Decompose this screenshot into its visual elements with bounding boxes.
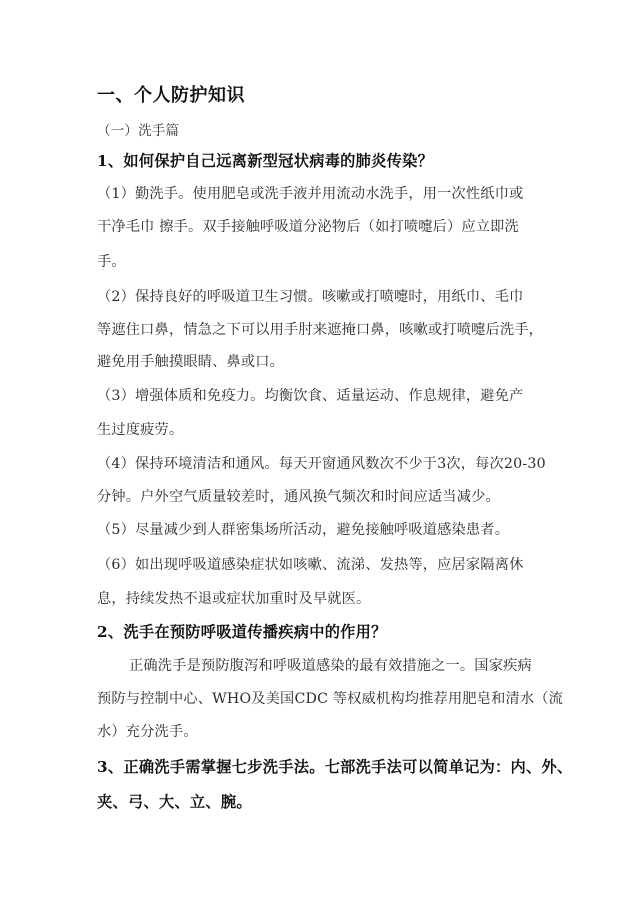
paragraph-line: （1）勤洗手。使用肥皂或洗手液并用流动水洗手，用一次性纸巾或: [97, 186, 524, 202]
paragraph-line: 息，持续发热不退或症状加重时及早就医。: [97, 591, 371, 607]
paragraph-line: 分钟。户外空气质量较差时，通风换气频次和时间应适当减少。: [97, 489, 500, 505]
paragraph-line: 等遮住口鼻，情急之下可以用手肘来遮掩口鼻，咳嗽或打喷嚏后洗手，: [97, 322, 544, 338]
paragraph-line: 手。: [97, 254, 126, 270]
paragraph-line: （4）保持环境清洁和通风。每天开窗通风数次不少于3次，每次20-30: [97, 456, 546, 472]
paragraph-line: 避免用手触摸眼睛、鼻或口。: [97, 354, 285, 370]
paragraph-line: （5）尽量减少到人群密集场所活动，避免接触呼吸道感染患者。: [97, 522, 510, 538]
paragraph-line: （2）保持良好的呼吸道卫生习惯。咳嗽或打喷嚏时，用纸巾、毛巾: [97, 289, 524, 305]
question-2-title: 2、洗手在预防呼吸道传播疾病中的作用？: [97, 623, 387, 641]
paragraph-line: （6）如出现呼吸道感染症状如咳嗽、流涕、发热等，应居家隔离休: [97, 557, 524, 573]
question-1-title: 1、如何保护自己远离新型冠状病毒的肺炎传染？: [97, 152, 434, 170]
paragraph-line: 干净毛巾 擦手。双手接触呼吸道分泌物后（如打喷嚏后）应立即洗: [97, 219, 519, 235]
paragraph-line: 水）充分洗手。: [97, 724, 198, 740]
subsection-title: （一）洗手篇: [97, 123, 180, 139]
paragraph-line: 正确洗手是预防腹泻和呼吸道感染的最有效措施之一。国家疾病: [129, 658, 532, 674]
question-3-title-cont: 夹、弓、大、立、腕。: [97, 793, 252, 811]
paragraph-line: 预防与控制中心、WHO及美国CDC 等权威机构均推荐用肥皂和清水（流: [97, 691, 564, 707]
paragraph-line: 生过度疲劳。: [97, 422, 184, 438]
paragraph-line: （3）增强体质和免疫力。均衡饮食、适量运动、作息规律，避免产: [97, 388, 524, 404]
question-3-title: 3、正确洗手需掌握七步洗手法。七部洗手法可以简单记为：内、外、: [97, 758, 573, 776]
section-title: 一、个人防护知识: [97, 85, 245, 106]
